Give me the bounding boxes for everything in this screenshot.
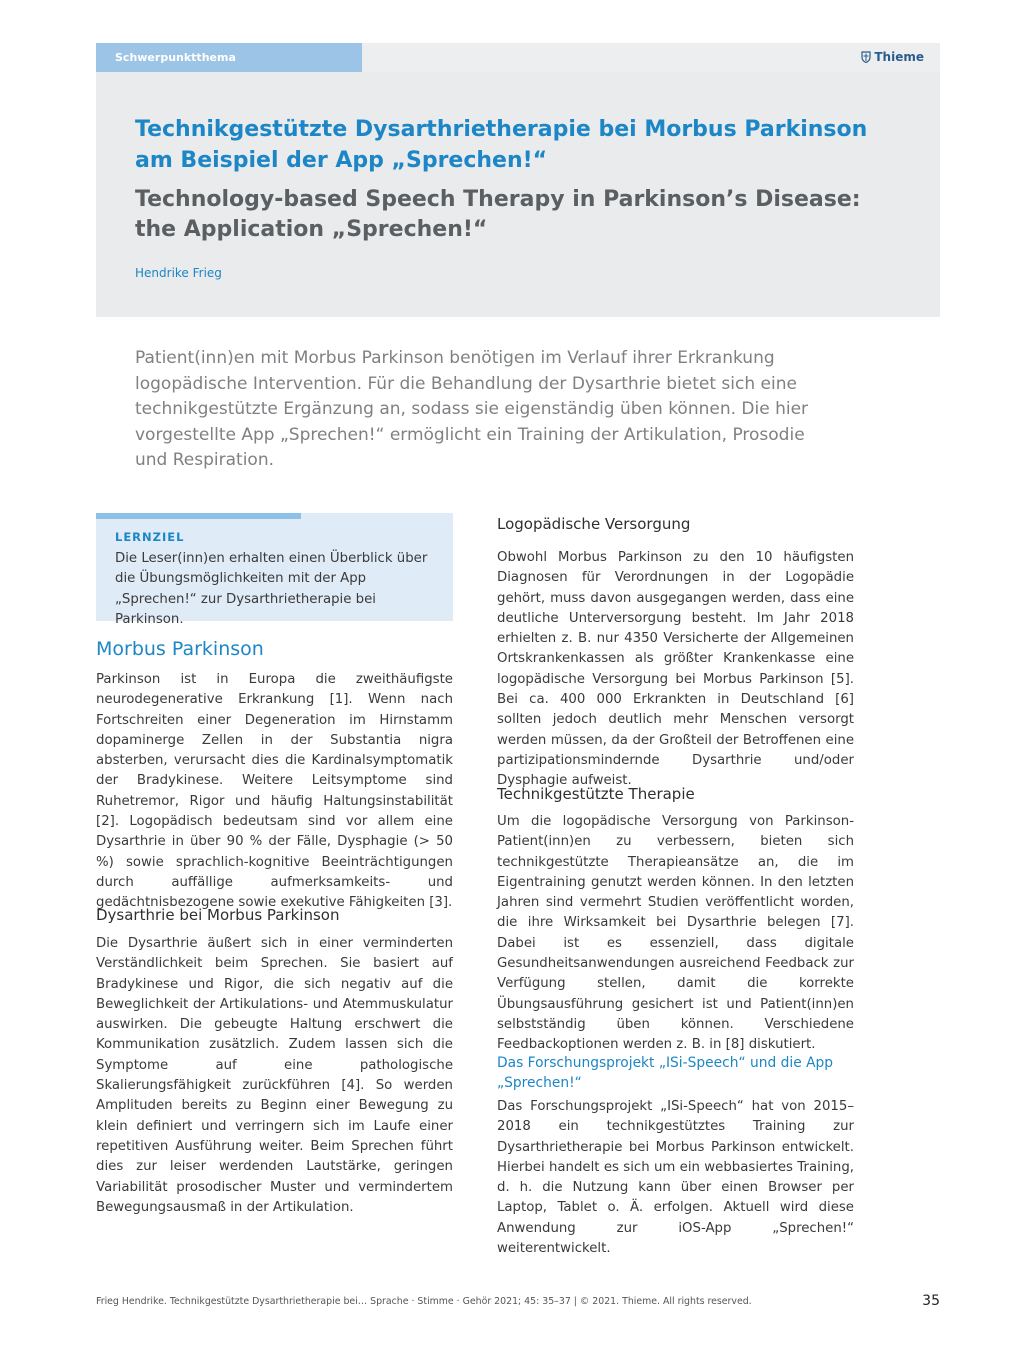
footer-citation: Frieg Hendrike. Technikgestützte Dysarthrietherapie bei… Sprache · Stimme · Gehör 2021; 45: 35–37 | © 2021. Thieme. All rights reserved. <box>96 1296 752 1307</box>
section-tab: Schwerpunktthema <box>96 43 362 72</box>
publisher-logo <box>861 43 924 72</box>
paragraph-logopaedische-versorgung <box>497 548 854 792</box>
title-block-background <box>96 43 940 317</box>
paragraph-dysarthrie <box>96 934 453 1218</box>
header-strip <box>362 43 940 72</box>
thieme-crest-icon <box>861 51 871 63</box>
paragraph-technikgestuetzte-therapie <box>497 812 854 1056</box>
paragraph-text: Obwohl Morbus Parkinson zu den 10 häufigsten Diagnosen für Verordnungen in der Logopädie gehört, muss davon ausgegangen werden, dass eine deutliche Unterversorgung besteht. Im Jahr 2018 erhielten z. B. nur 4350 Versicherte der Allgemeinen Ortskrankenkassen als größter Krankenkasse eine logopädische Versorgung bei Morbus Parkinson [5]. Bei ca. 400 000 Erkrankten in Deutschland [6] sollten jedoch deutlich mehr Menschen versorgt werden müssen, da der Großteil der Betroffenen eine partizipationsmindernde Dysarthrie und/oder Dysphagie aufweist. <box>497 550 854 789</box>
paragraph-text: Um die logopädische Versorgung von Parkinson-Patient(inn)en zu verbessern, bieten sich technikgestützte Therapieansätze an, die im Eigentraining genutzt werden können. In den letzten Jahren sind vermehrt Studien veröffentlicht worden, die ihre Wirksamkeit bei Dysarthrie belegen [7]. Dabei ist es essenziell, dass digitale Gesundheitsanwendungen ausreichend Feedback zur Verfügung stellen, damit die korrekte Übungsausführung gesichert ist und Patient(inn)en selbstständig üben können. Verschiedene Feedbackoptionen werden z. B. in [8] diskutiert. <box>497 814 854 1053</box>
subheading-technikgestuetzte-therapie: Technikgestützte Therapie <box>497 785 695 803</box>
publisher-name: Thieme <box>874 50 924 64</box>
title-german <box>135 114 895 176</box>
paragraph-isi-speech <box>497 1097 854 1259</box>
title-german-line-1: Technikgestützte Dysarthrietherapie bei Morbus Parkinson <box>135 117 868 142</box>
subheading-dysarthrie: Dysarthrie bei Morbus Parkinson <box>96 906 340 924</box>
page-number: 35 <box>922 1293 940 1309</box>
title-english <box>135 185 895 245</box>
subheading-isi-speech: Das Forschungsprojekt „ISi-Speech“ und die App „Sprechen!“ <box>497 1055 834 1092</box>
paragraph-morbus-parkinson <box>96 670 453 914</box>
subheading-logopaedische-versorgung: Logopädische Versorgung <box>497 515 691 533</box>
title-english-line-1: Technology-based Speech Therapy in Parkinson’s Disease: <box>135 187 861 212</box>
author: Hendrike Frieg <box>135 266 222 280</box>
title-english-line-2: the Application „Sprechen!“ <box>135 217 488 242</box>
section-heading-morbus-parkinson: Morbus Parkinson <box>96 638 264 660</box>
abstract: Patient(inn)en mit Morbus Parkinson benötigen im Verlauf ihrer Erkrankung logopädische Intervention. Für die Behandlung der Dysarthrie bietet sich eine technikgestützte Ergänzung an, sodass sie eigenständig üben können. Die hier vorgestellte App „Sprechen!“ ermöglicht ein Training der Artikulation, Prosodie und Respiration. <box>135 348 809 471</box>
paragraph-text: Die Dysarthrie äußert sich in einer verminderten Verständlichkeit beim Sprechen. Sie basiert auf Bradykinese und Rigor, die sich negativ auf die Beweglichkeit der Artikulations- und Atemmuskulatur auswirken. Die gebeugte Haltung erschwert die Kommunikation zusätzlich. Zudem lassen sich die Symptome auf eine pathologische Skalierungsfähigkeit zurückführen [4]. So werden Amplituden bereits zu Beginn einer Bewegung zu klein definiert und verringern sich im Laufe einer repetitiven Ausführung weiter. Beim Sprechen führt dies zur leiser werdenden Lautstärke, geringen Variabilität prosodischer Muster und vermindertem Bewegungsausmaß in der Artikulation. <box>96 936 453 1215</box>
title-german-line-2: am Beispiel der App „Sprechen!“ <box>135 148 548 173</box>
paragraph-text: Das Forschungsprojekt „ISi-Speech“ hat von 2015–2018 ein technikgestütztes Training zur Dysarthrietherapie bei Morbus Parkinson entwickelt. Hierbei handelt es sich um ein webbasiertes Training, d. h. die Nutzung kann über einen Browser per Laptop, Tablet o. Ä. erfolgen. Aktuell wird diese Anwendung zur iOS-App „Sprechen!“ weiterentwickelt. <box>497 1099 854 1257</box>
learning-goal-heading: LERNZIEL <box>115 530 185 544</box>
learning-goal-accent-bar <box>96 513 301 519</box>
learning-goal-text: Die Leser(inn)en erhalten einen Überblick über die Übungsmöglichkeiten mit der App „Sprechen!“ zur Dysarthrietherapie bei Parkinson. <box>115 551 428 627</box>
paragraph-text: Parkinson ist in Europa die zweithäufigste neurodegenerative Erkrankung [1]. Wenn nach Fortschreiten einer Degeneration im Hirnstamm dopaminerge Zellen in der Substantia nigra absterben, verursacht dies die Kardinalsymptomatik der Bradykinese. Weitere Leitsymptome sind Ruhetremor, Rigor und häufig Haltungsinstabilität [2]. Logopädisch bedeutsam sind vor allem eine Dysarthrie in über 90 % der Fälle, Dysphagie (> 50 %) sowie sprachlich-kognitive Beeinträchtigungen durch auffällige aufmerksamkeits- und gedächtnisbezogene sowie exekutive Fähigkeiten [3]. <box>96 672 453 911</box>
